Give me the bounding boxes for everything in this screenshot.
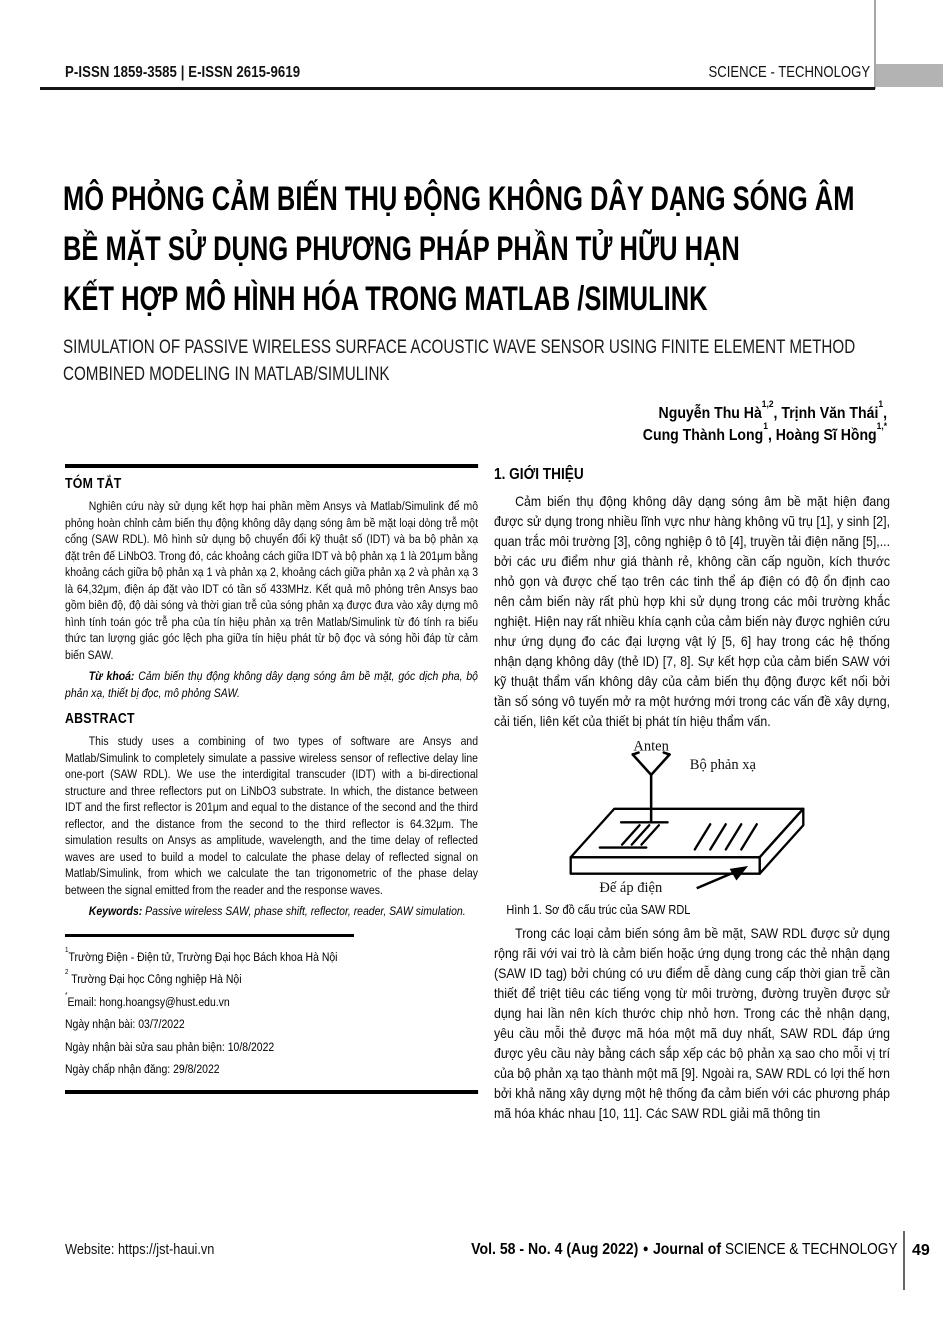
abstract-bottom-rule <box>65 1090 478 1094</box>
figure-caption: Hình 1. Sơ đồ cấu trúc của SAW RDL <box>506 903 691 917</box>
affiliation-superscript: 2 <box>65 967 69 977</box>
article-subtitle-line-2: COMBINED MODELING IN MATLAB/SIMULINK <box>63 364 390 385</box>
right-column <box>494 466 890 1123</box>
affiliation-superscript: 1 <box>65 944 69 954</box>
antenna-icon <box>633 753 670 823</box>
received-date: Ngày nhận bài: 03/7/2022 <box>65 1017 185 1031</box>
article-title <box>63 174 903 324</box>
author-superscript: 1 <box>878 398 884 410</box>
abstract-vi-body: Nghiên cứu này sử dụng kết hợp hai phần mềm Ansys và Matlab/Simulink để mô phỏng hoàn chỉnh cảm biến thụ động không dây dạng sóng âm bề mặt loại dòng trễ một cổng (SAW RDL). Mô hình sử dụng bộ chuyển đổi kỹ thuật số (IDT) và ba bộ phản xạ đặt trên đế LiNbO3. Trong đó, các khoảng cách giữa IDT và bộ phản xạ 1 là 201μm bằng khoảng cách giữa bộ phản xạ 1 và phản xạ 2, khoảng cách giữa phản xạ 2 và phản xạ 3 là 64,32μm, điện áp đặt vào IDT có tần số 433MHz. Kết quả mô phỏng trên Ansys bao gồm biên độ, độ dài sóng và thời gian trễ của sóng phản xạ được đưa vào xây dựng mô hình tính toán góc trễ pha của tín hiệu phản xạ trên Matlab/Simulink từ đó tính ra biểu thức tan lượng giác góc lệch pha giữa tín hiệu phát từ bộ đọc và sóng hồi đáp từ cảm biến SAW. <box>65 499 479 662</box>
abstract-en-body: This study uses a combining of two types of software are Ansys and Matlab/Simulink to completely simulate a passive wireless sensor of reflective delay line one-port (SAW RDL). We use the interdigital transcuder (IDT) with a bi-directional structure and three reflectors put on LiNbO3 substrate. In which, the distance between IDT and the first reflector is 201μm and equal to the distance of the second and the third reflector, and the distance from the second to the third reflector is 64.32μm. The simulation results on Ansys as amplitude, wavelength, and the time delay of reflected waves are used to build a model to calculate the phase delay of reflected signal on Matlab/Simulink, from which we calculate the tan trigonometric of the phase delay between the signal emitted from the reader and the response waves. <box>65 734 479 897</box>
intro-heading: 1. GIỚI THIỆU <box>494 466 584 483</box>
abstract-top-rule <box>65 464 478 468</box>
affiliation-rule <box>65 934 354 937</box>
intro-paragraph-2: Trong các loại cảm biến sóng âm bề mặt, SAW RDL được sử dụng rộng rãi với vai trò là cảm biến hoặc ứng dụng trong các thẻ nhận dạng (SAW ID tag) bởi chúng có ưu điểm dễ dàng cung cấp thời gian trễ cần thiết để triệt tiêu các tiếng vọng từ môi trường, đường truyền được sử dụng hai lần nên kích thước chip nhỏ hơn. Trong các thẻ nhận dạng, yêu cầu mỗi thẻ được mã hóa một mã duy nhất, SAW RDL đáp ứng được yêu cầu này bằng cách sắp xếp các bộ phản xạ sao cho mỗi vị trí của bộ phản xạ tạo thành một mã [9]. Ngoài ra, SAW RDL có lợi thế hơn bởi khả năng xây dựng một hệ thống đa cảm biến với các phương pháp mã hóa khác nhau [10, 11]. Các SAW RDL giải mã thông tin <box>494 925 890 1121</box>
footer-volume: Vol. 58 - No. 4 (Aug 2022) <box>470 1241 638 1258</box>
section-label: SCIENCE - TECHNOLOGY <box>708 64 870 81</box>
footer-volume-line <box>471 1241 897 1259</box>
figure-label-substrate: Đế áp điện <box>599 880 663 896</box>
reflector-lines <box>695 824 757 849</box>
saw-rdl-diagram <box>522 739 852 896</box>
keywords-vi <box>65 668 478 701</box>
abstract-en-heading: ABSTRACT <box>65 711 135 727</box>
footer-website: Website: https://jst-haui.vn <box>65 1242 215 1258</box>
author-superscript: 1,* <box>876 420 887 432</box>
keywords-vi-text: Cảm biến thụ động không dây dạng sóng âm bề mặt, góc dịch pha, bộ phản xạ, thiết bị đọc, mô phỏng SAW. <box>65 669 478 700</box>
authors-block <box>164 398 887 447</box>
article-title-line-2: BỀ MẶT SỬ DỤNG PHƯƠNG PHÁP PHẦN TỬ HỮU HẠN <box>63 230 740 268</box>
author-name: Nguyễn Thu Hà <box>658 405 762 422</box>
accepted-date: Ngày chấp nhận đăng: 29/8/2022 <box>65 1062 220 1076</box>
email-superscript: * <box>65 989 68 999</box>
figure-label-reflector: Bộ phản xạ <box>689 757 756 774</box>
keywords-en <box>65 903 478 920</box>
substrate-drawing <box>571 809 804 874</box>
figure-label-antenna: Anten <box>633 739 669 755</box>
affiliation-line-2 <box>65 968 478 991</box>
author-separator: , <box>883 405 887 422</box>
footer-page-divider <box>903 1231 905 1290</box>
intro-paragraph-1: Cảm biến thụ động không dây dạng sóng âm bề mặt hiện đang được sử dụng trong nhiều lĩnh vực như hàng không vũ trụ [1], y sinh [2], quan trắc môi trường [3], công nghiệp ô tô [4], truyền tải điện năng [5],... bởi các ưu điểm như giá thành rẻ, không cần cấp nguồn, kích thước nhỏ gọn và được chế tạo trên các tinh thể áp điện có độ ổn định cao nên cảm biến này rất phù hợp khi sử dụng trong các môi trường khắc nghiệt. Hiện nay rất nhiều khía cạnh của cảm biến này được nghiên cứu như ứng dụng đo các đại lượng vật lý [5, 6] hay trong các hệ thống nhận dạng không dây (thẻ ID) [7, 8]. Sự kết hợp của cảm biến SAW với kỹ thuật thẩm vấn không dây của cảm biến thụ động được kết nối bởi tần số sóng vô tuyến mở ra một hướng mới trong các vấn đề xây dựng, cải tiến, liên kết của thiết bị phát tín hiệu thẩm vấn. <box>494 493 890 729</box>
author-superscript: 1,2 <box>761 398 774 410</box>
revised-date: Ngày nhận bài sửa sau phản biện: 10/8/2022 <box>65 1039 275 1054</box>
affiliation-text: Trường Đại học Công nghiệp Hà Nội <box>68 972 242 986</box>
affiliations-block <box>65 946 478 1081</box>
affiliation-text: Trường Điện - Điện tử, Trường Đại học Bách khoa Hà Nội <box>68 949 338 964</box>
article-subtitle-line-1: SIMULATION OF PASSIVE WIRELESS SURFACE ACOUSTIC WAVE SENSOR USING FINITE ELEMENT METHOD <box>63 337 856 358</box>
affiliation-line-1 <box>65 946 478 969</box>
footer-journal-of: Journal of <box>652 1241 725 1258</box>
abstract-vi-heading: TÓM TẮT <box>65 476 122 492</box>
article-title-line-1: MÔ PHỎNG CẢM BIẾN THỤ ĐỘNG KHÔNG DÂY DẠNG SÓNG ÂM <box>63 180 855 218</box>
author-line-1 <box>164 398 887 425</box>
corner-gray-box <box>876 64 943 87</box>
article-subtitle <box>63 334 903 388</box>
article-title-line-3: KẾT HỢP MÔ HÌNH HÓA TRONG MATLAB /SIMULINK <box>63 280 708 318</box>
issn-text: P-ISSN 1859-3585 | E-ISSN 2615-9619 <box>65 64 301 81</box>
left-column <box>65 464 478 1094</box>
email-text: Email: hong.hoangsy@hust.edu.vn <box>67 994 230 1009</box>
keywords-en-text: Passive wireless SAW, phase shift, reflector, reader, SAW simulation. <box>142 904 466 918</box>
author-name: Cung Thành Long <box>642 427 764 444</box>
keywords-en-label: Keywords: <box>88 904 143 918</box>
bullet-icon: ● <box>642 1243 649 1255</box>
author-name: , Hoàng Sĩ Hồng <box>767 427 877 444</box>
figure-saw-rdl <box>522 739 852 901</box>
substrate-arrow <box>697 866 748 888</box>
footer-page-number: 49 <box>912 1242 930 1259</box>
header-rule <box>40 87 875 90</box>
idt-electrodes <box>600 822 668 847</box>
author-name: , Trịnh Văn Thái <box>773 405 879 422</box>
author-superscript: 1 <box>763 420 768 432</box>
email-line <box>65 991 478 1014</box>
footer-journal-name: SCIENCE & TECHNOLOGY <box>724 1241 897 1258</box>
keywords-vi-label: Từ khoá: <box>88 669 135 683</box>
author-line-2 <box>164 420 887 447</box>
